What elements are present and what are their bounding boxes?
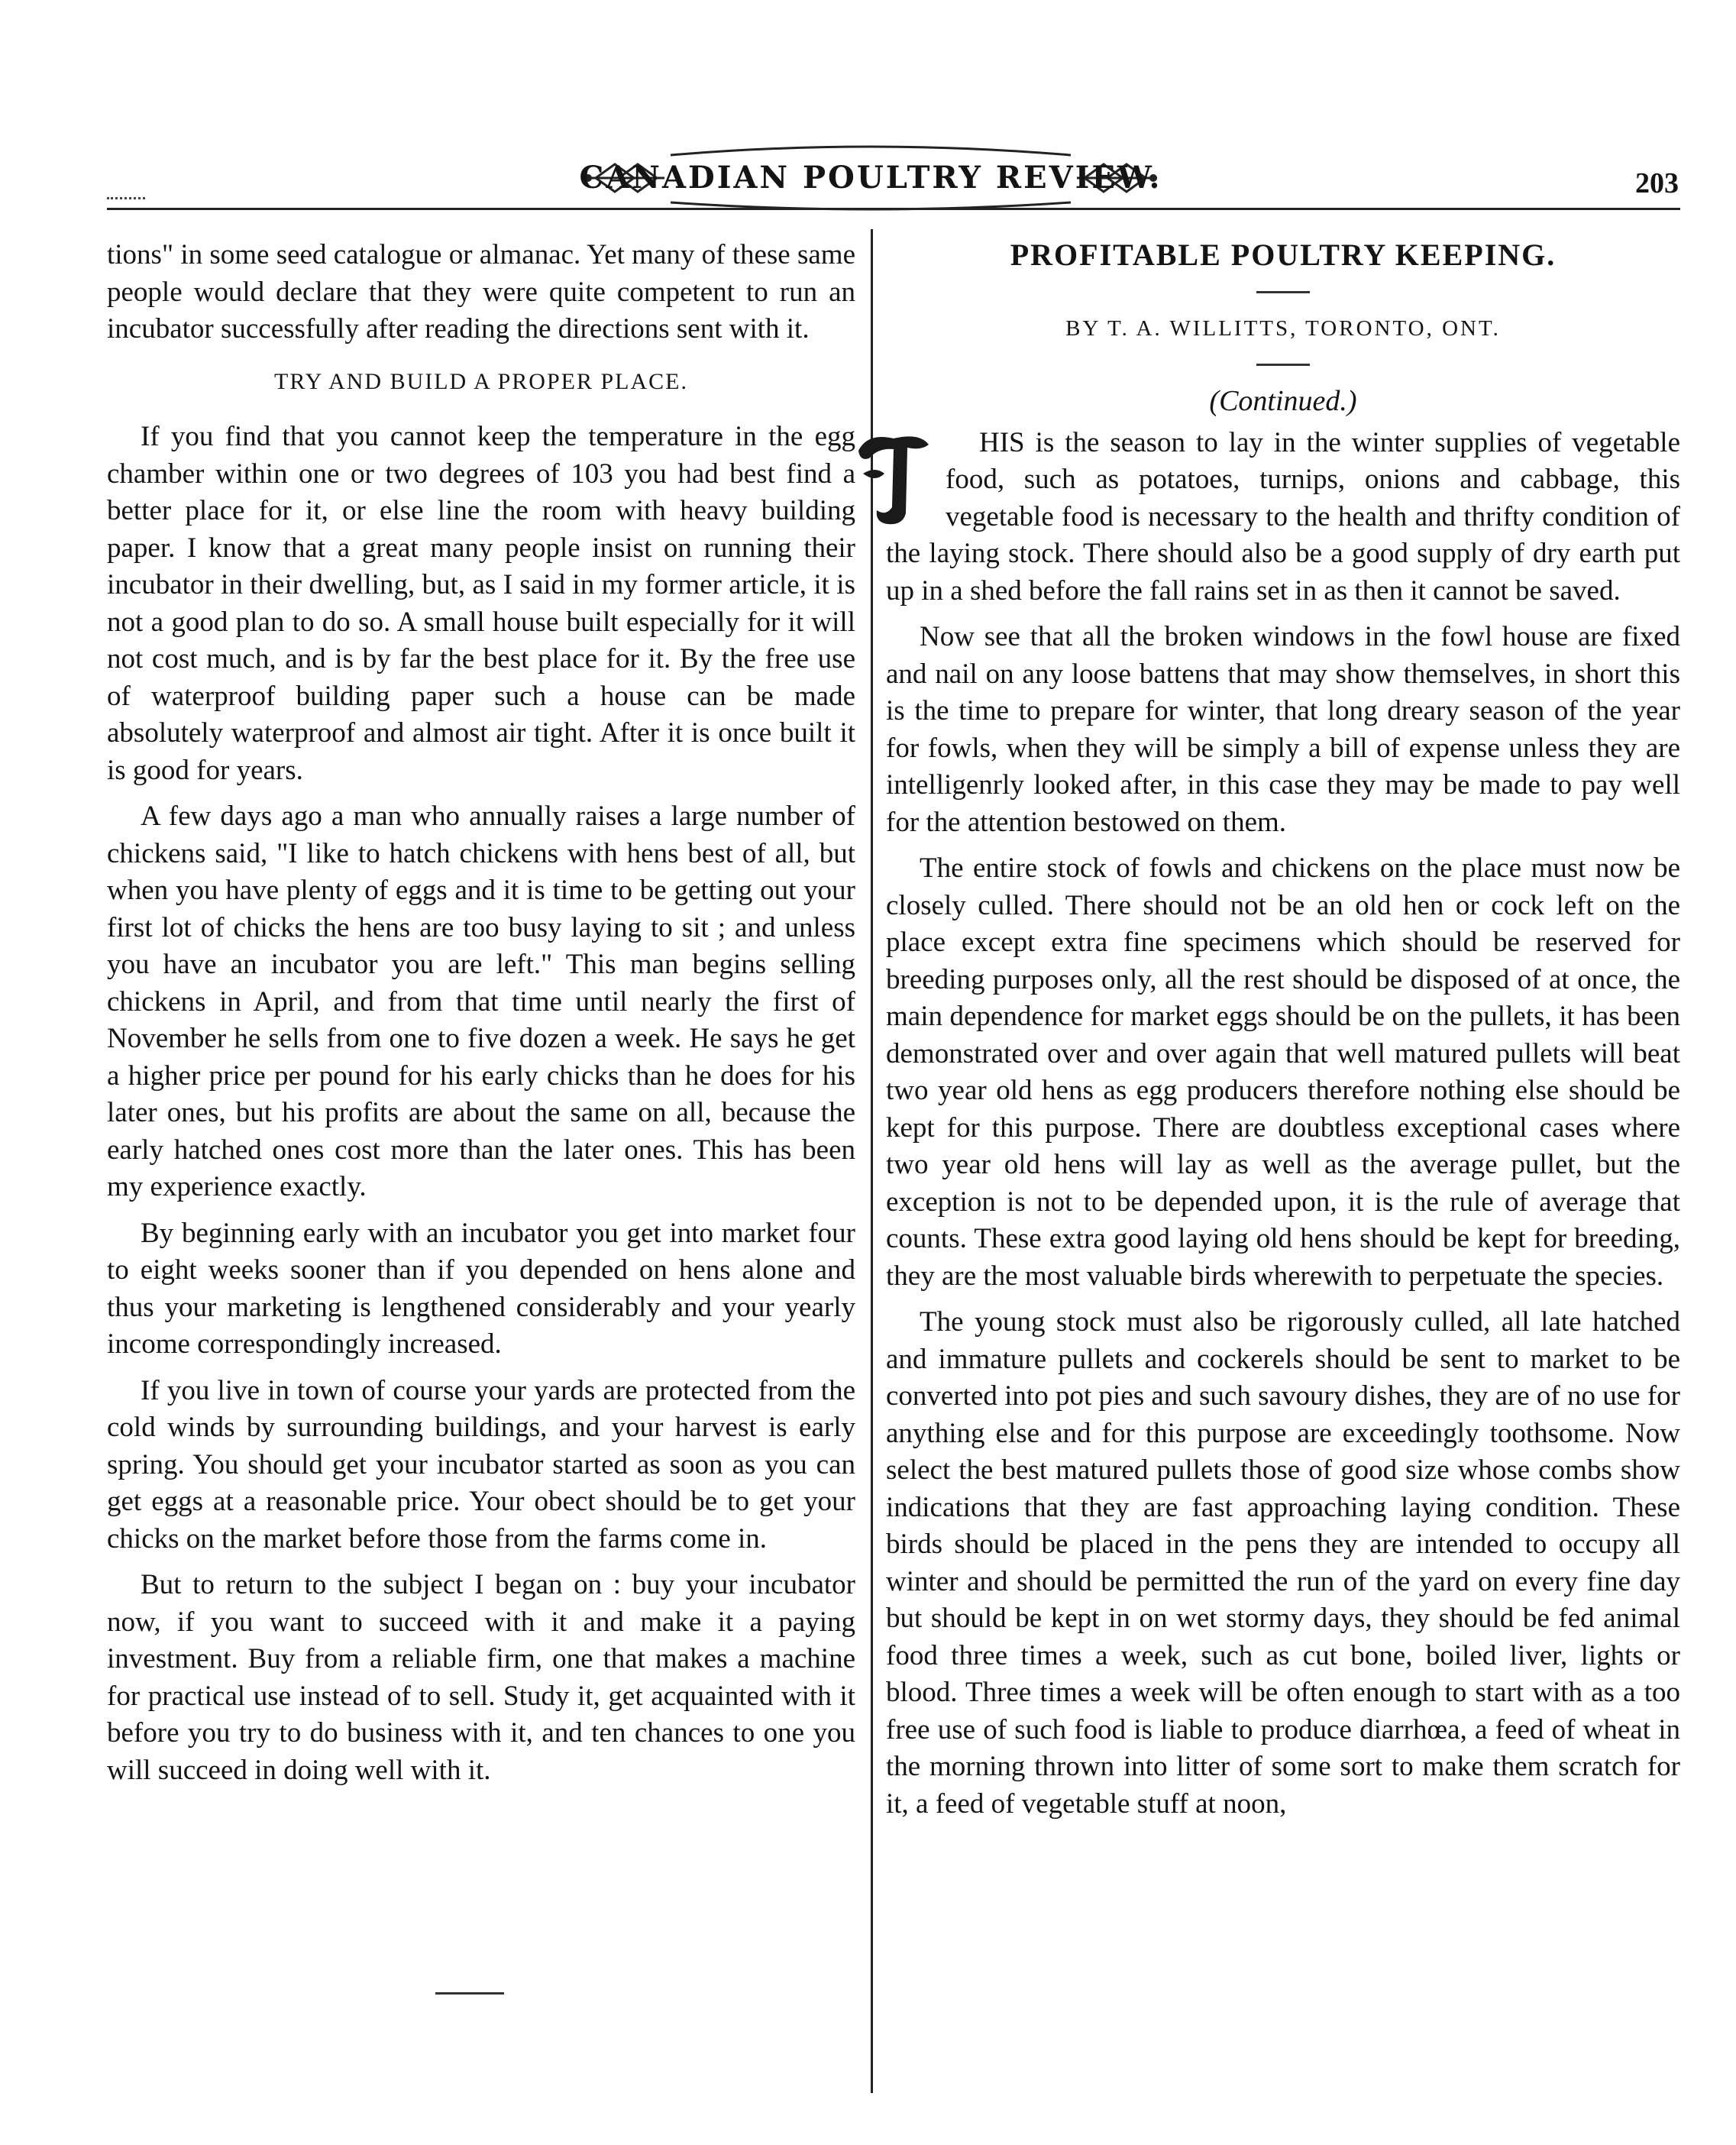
paragraph: The young stock must also be rigorously culled, all late hatched and immature pullets and cockerels should be sent to market to be converted into pot pies and such savoury dishes, they are of no use for anything else and for this purpose are exceedingly toothsome. Now select the best matured pullets those of good size whose combs show indications that they are fast approaching laying condition. These birds should be placed in the pens they are intended to occupy all winter and should be permitted the run of the yard on every fine day but should be kept in on wet stormy days, they should be fed animal food three times a week, such as cut bone, boiled liver, lights or blood. Three times a week will be often enough to start with as a too free use of such food is liable to produce diarrhœa, a feed of wheat in the morning thrown into litter of some sort to make them scratch for it, a feed of vegetable stuff at noon, xyxy=(886,1306,1680,1820)
paragraph: Now see that all the broken windows in the fowl house are fixed and nail on any loose battens that may show themselves, in short this is the time to prepare for winter, that long dreary season of the year for fowls, when they will be simply a bill of expense unless they are intelligenrly looked after, in this case they may be made to pay well for the attention bestowed on them. xyxy=(886,621,1680,838)
drop-cap-letter: T xyxy=(883,500,884,501)
paragraph: If you live in town of course your yards are protected from the cold winds by surrounding buildings, and your harvest is early spring. You should get your incubator started as soon as you can get eggs at a reasonable price. Your obect should be to get your chicks on the market before those from the farms come in. xyxy=(107,1374,855,1555)
article-byline: BY T. A. WILLITTS, TORONTO, ONT. xyxy=(1065,315,1501,341)
title-rule xyxy=(1256,291,1310,293)
paragraph: A few days ago a man who annually raises a large number of chickens said, "I like to hatch chickens with hens best of all, but when you have plenty of eggs and it is time to be getting out your first lot of chicks the hens are too busy laying to sit ; and unless you have an incubator you are left." This man begins selling chickens in April, and from that time until nearly the first of November he sells from one to five dozen a week. He says he get a higher price per pound for his early chicks than he does for his later ones, but his profits are about the same on all, because the early hatched ones cost more than the later ones. This has been my experience exactly. xyxy=(107,801,855,1202)
paragraph: By beginning early with an incubator you get into market four to eight weeks sooner than if you depended on hens alone and thus your marketing is lengthened considerably and your yearly income correspondingly increased. xyxy=(107,1217,855,1360)
header-dots xyxy=(107,197,145,199)
left-column xyxy=(107,237,855,1798)
paragraph: But to return to the subject I began on : buy your incubator now, if you want to succeed with it and make it a paying investment. Buy from a reliable firm, one that makes a machine for practical use instead of to sell. Study it, get acquainted with it before you try to do business with it, and ten chances to one you will succeed in doing well with it. xyxy=(107,1569,855,1786)
paragraph: If you find that you cannot keep the temperature in the egg chamber within one or two degrees of 103 you had best find a better place for it, or else line the room with heavy building paper. I know that a great many people insist on running their incubator in their dwelling, but, as I said in my former article, it is not a good plan to do so. A small house built especially for it will not cost much, and is by far the best place for it. By the free use of waterproof building paper such a house can be made absolutely waterproof and almost air tight. After it is once built it is good for years. xyxy=(107,421,855,786)
first-paragraph-text: HIS is the season to lay in the winter supplies of vegetable food, such as potatoes, turnips, onions and cabbage, this vegetable food is necessary to the health and thrifty condition of the laying stock. There should also be a good supply of dry earth put up in a shed before the fall rains set in as then it cannot be saved. xyxy=(886,426,1680,607)
masthead-title: CANADIAN POULTRY REVIEW. xyxy=(579,160,1162,196)
header-rule xyxy=(107,208,1680,210)
drop-cap-icon xyxy=(852,428,935,529)
first-paragraph xyxy=(883,425,1680,610)
masthead xyxy=(580,141,1161,214)
byline-rule xyxy=(1256,364,1310,366)
section-heading: TRY AND BUILD A PROPER PLACE. xyxy=(274,368,688,394)
continued-note: (Continued.) xyxy=(1209,385,1357,417)
continuation-paragraph: tions" in some seed catalogue or almanac. Yet many of these same people would declare that they were quite competent to run an incubator successfully after reading the directions sent with it. xyxy=(107,239,855,345)
end-of-article-rule xyxy=(435,1992,504,1995)
article-title: PROFITABLE POULTRY KEEPING. xyxy=(1010,238,1557,272)
page-number: 203 xyxy=(1635,167,1679,199)
paragraph: The entire stock of fowls and chickens on the place must now be closely culled. There should not be an old hen or cock left on the place except extra fine specimens which should be reserved for breeding purposes only, all the rest should be disposed of at once, the main dependence for market eggs should be on the pullets, it has been demonstrated over and over again that well matured pullets will beat two year old hens as egg producers therefore nothing else should be kept for this purpose. There are doubtless exceptional cases where two year old hens will lay as well as the average pullet, but the exception is not to be depended upon, it is the rule of average that counts. These extra good laying old hens should be kept for breeding, they are the most valuable birds wherewith to perpetuate the species. xyxy=(886,852,1680,1292)
right-column xyxy=(883,237,1680,1832)
